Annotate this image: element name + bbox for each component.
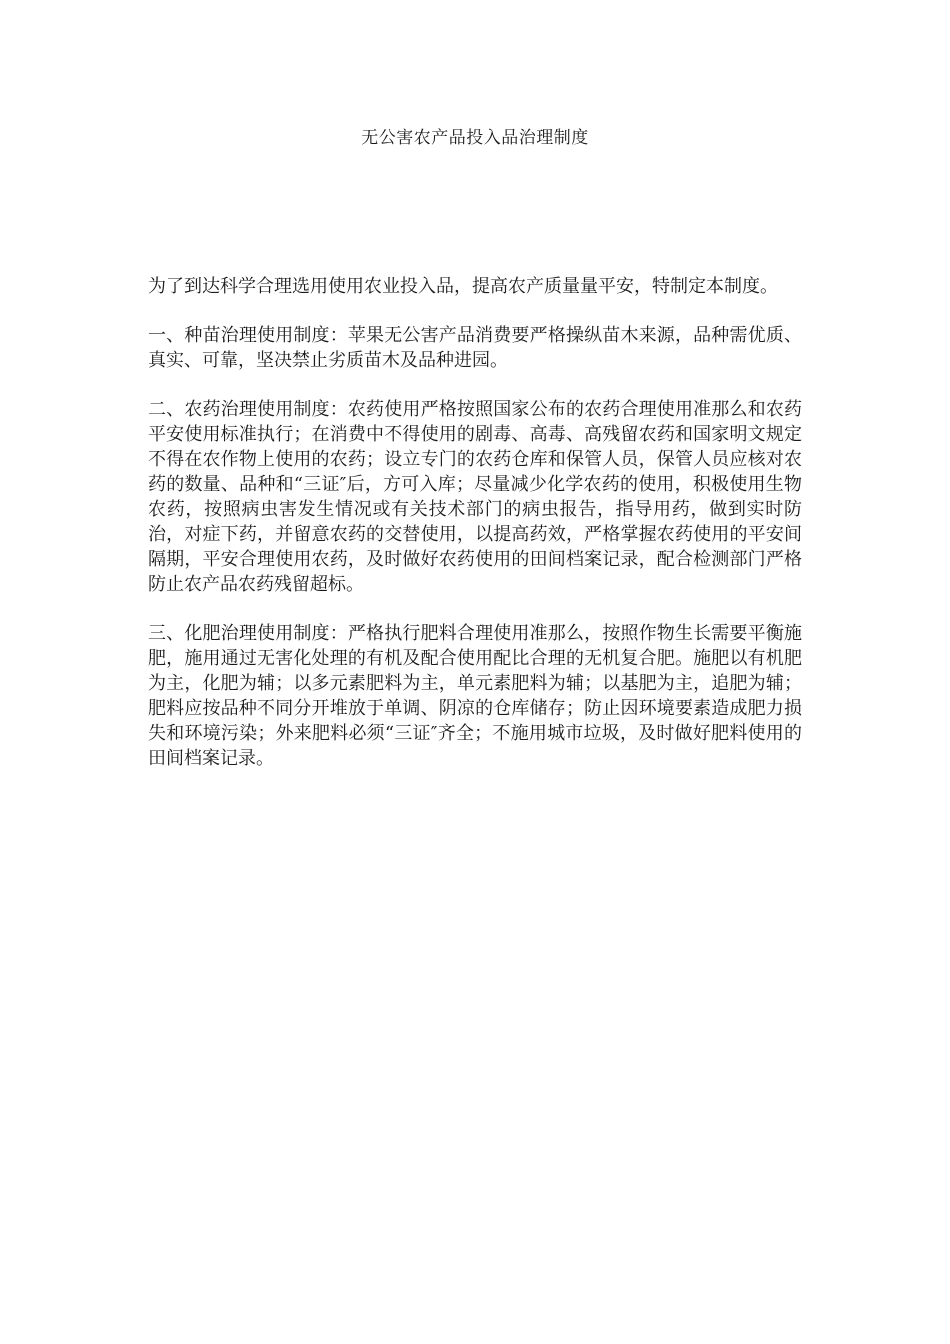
document-title: 无公害农产品投入品治理制度 [361,128,589,148]
paragraph-intro: 为了到达科学合理选用使用农业投入品，提高农产质量量平安，特制定本制度。 [148,276,778,297]
paragraph-pesticide-policy: 二、农药治理使用制度：农药使用严格按照国家公布的农药合理使用准那么和农药平安使用标准执行；在消费中不得使用的剧毒、高毒、高残留农药和国家明文规定不得在农作物上使用的农药；设立专门的农药仓库和保管人员，保管人员应核对农药的数量、品种和“三证″后，方可入库；尽量减少化学农药的使用，积极使用生物农药，按照病虫害发生情况或有关技术部门的病虫报告，指导用药，做到实时防治，对症下药，并留意农药的交替使用，以提高药效，严格掌握农药使用的平安间隔期，平安合理使用农药，及时做好农药使用的田间档案记录，配合检测部门严格防止农产品农药残留超标。 [148,399,802,595]
paragraph-seedling-policy: 一、种苗治理使用制度：苹果无公害产品消费要严格操纵苗木来源，品种需优质、真实、可靠，坚决禁止劣质苗木及品种进园。 [148,325,802,371]
paragraph-fertilizer-policy: 三、化肥治理使用制度：严格执行肥料合理使用准那么，按照作物生长需要平衡施肥，施用通过无害化处理的有机及配合使用配比合理的无机复合肥。施肥以有机肥为主，化肥为辅；以多元素肥料为主，单元素肥料为辅；以基肥为主，追肥为辅；肥料应按品种不同分开堆放于单调、阴凉的仓库储存；防止因环境要素造成肥力损失和环境污染；外来肥料必须“三证″齐全；不施用城市垃圾，及时做好肥料使用的田间档案记录。 [148,623,802,769]
document-body [148,274,802,795]
